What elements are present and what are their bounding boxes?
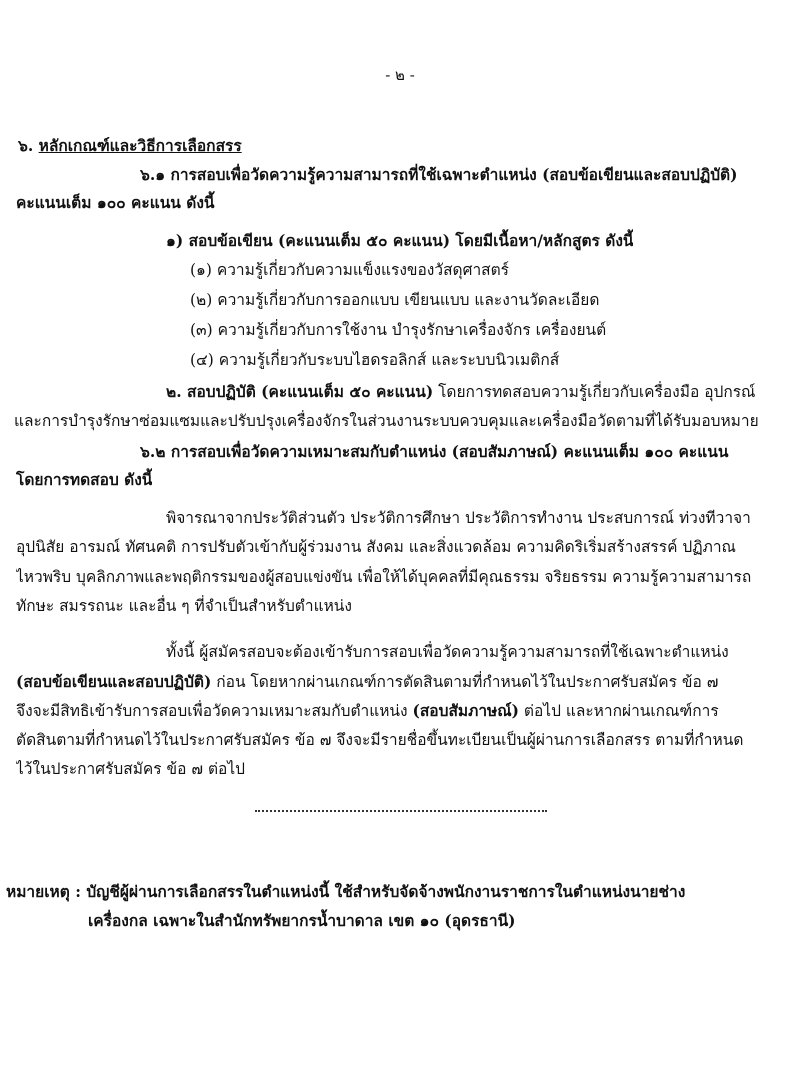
conclusion-line-3-b: ต่อไป และหากผ่านเกณฑ์การ <box>519 702 719 720</box>
conclusion-line-1: ทั้งนี้ ผู้สมัครสอบจะต้องเข้ารับการสอบเพื่อวัดความรู้ความสามารถที่ใช้เฉพาะตำแหน่ง <box>166 643 729 661</box>
section-6-number: ๖. <box>18 136 34 155</box>
interview-para-line-4: ทักษะ สมรรถนะ และอื่น ๆ ที่จำเป็นสำหรับตำแหน่ง <box>16 597 352 615</box>
dotted-divider <box>255 800 547 812</box>
conclusion-line-5: ไว้ในประกาศรับสมัคร ข้อ ๗ ต่อไป <box>16 760 245 778</box>
practical-exam-heading: ๒. สอบปฏิบัติ (คะแนนเต็ม ๕๐ คะแนน) <box>166 382 434 401</box>
conclusion-line-2-rest: ก่อน โดยหากผ่านเกณฑ์การตัดสินตามที่กำหนดไว้ในประกาศรับสมัคร ข้อ ๗ <box>211 673 719 691</box>
note-line-1: หมายเหตุ : บัญชีผู้ผ่านการเลือกสรรในตำแหน่งนี้ ใช้สำหรับจัดจ้างพนักงานราชการในตำแหน่งนายช่าง <box>6 882 686 901</box>
written-topic-3: (๓) ความรู้เกี่ยวกับการใช้งาน บำรุงรักษาเครื่องจักร เครื่องยนต์ <box>190 321 607 339</box>
practical-exam-desc-cont: และการบำรุงรักษาซ่อมแซมและปรับปรุงเครื่องจักรในส่วนงานระบบควบคุมและเครื่องมือวัดตามที่ได้รับมอบหมาย <box>14 412 759 430</box>
section-6-1-heading: ๖.๑ การสอบเพื่อวัดความรู้ความสามารถที่ใช้เฉพาะตำแหน่ง (สอบข้อเขียนและสอบปฏิบัติ) <box>140 165 738 184</box>
conclusion-interview: (สอบสัมภาษณ์) <box>412 701 519 720</box>
note-line-2: เครื่องกล เฉพาะในสำนักทรัพยากรน้ำบาดาล เขต ๑๐ (อุดรธานี) <box>88 911 516 930</box>
written-topic-1: (๑) ความรู้เกี่ยวกับความแข็งแรงของวัสดุศาสตร์ <box>190 261 509 279</box>
section-6-title: หลักเกณฑ์และวิธีการเลือกสรร <box>38 136 242 155</box>
written-topic-2: (๒) ความรู้เกี่ยวกับการออกแบบ เขียนแบบ และงานวัดละเอียด <box>190 291 600 309</box>
interview-para-line-2: อุปนิสัย อารมณ์ ทัศนคติ การปรับตัวเข้ากับผู้ร่วมงาน สังคม และสิ่งแวดล้อม ความคิดริเริ่มสร้างสรรค์ ปฏิภาณ <box>16 538 736 556</box>
conclusion-line-2 <box>16 670 800 694</box>
conclusion-line-4: ตัดสินตามที่กำหนดไว้ในประกาศรับสมัคร ข้อ ๗ จึงจะมีรายชื่อขึ้นทะเบียนเป็นผู้ผ่านการเลือกสรร ตามที่กำหนด <box>16 731 744 749</box>
section-6-1-heading-cont: คะแนนเต็ม ๑๐๐ คะแนน ดังนี้ <box>16 193 215 212</box>
conclusion-line-3-a: จึงจะมีสิทธิเข้ารับการสอบเพื่อวัดความเหมาะสมกับตำแหน่ง <box>16 702 413 720</box>
practical-exam-line <box>166 380 800 404</box>
page-number: - ๒ - <box>385 66 415 84</box>
practical-exam-desc: โดยการทดสอบความรู้เกี่ยวกับเครื่องมือ อุปกรณ์ <box>433 383 756 401</box>
conclusion-written-practical: (สอบข้อเขียนและสอบปฏิบัติ) <box>16 672 212 691</box>
section-6-2-heading-cont: โดยการทดสอบ ดังนี้ <box>16 470 153 489</box>
written-exam-heading: ๑) สอบข้อเขียน (คะแนนเต็ม ๕๐ คะแนน) โดยมีเนื้อหา/หลักสูตร ดังนี้ <box>166 231 634 250</box>
interview-para-line-3: ไหวพริบ บุคลิกภาพและพฤติกรรมของผู้สอบแข่งขัน เพื่อให้ได้บุคคลที่มีคุณธรรม จริยธรรม ความรู้ความสามารถ <box>16 568 752 586</box>
interview-para-line-1: พิจารณาจากประวัติส่วนตัว ประวัติการศึกษา ประวัติการทำงาน ประสบการณ์ ท่วงทีวาจา <box>166 509 751 527</box>
conclusion-line-3 <box>16 699 800 723</box>
written-topic-4: (๔) ความรู้เกี่ยวกับระบบไฮดรอลิกส์ และระบบนิวเมติกส์ <box>190 351 560 369</box>
section-6-2-heading: ๖.๒ การสอบเพื่อวัดความเหมาะสมกับตำแหน่ง (สอบสัมภาษณ์) คะแนนเต็ม ๑๐๐ คะแนน <box>140 442 729 461</box>
section-6-heading <box>18 134 242 158</box>
